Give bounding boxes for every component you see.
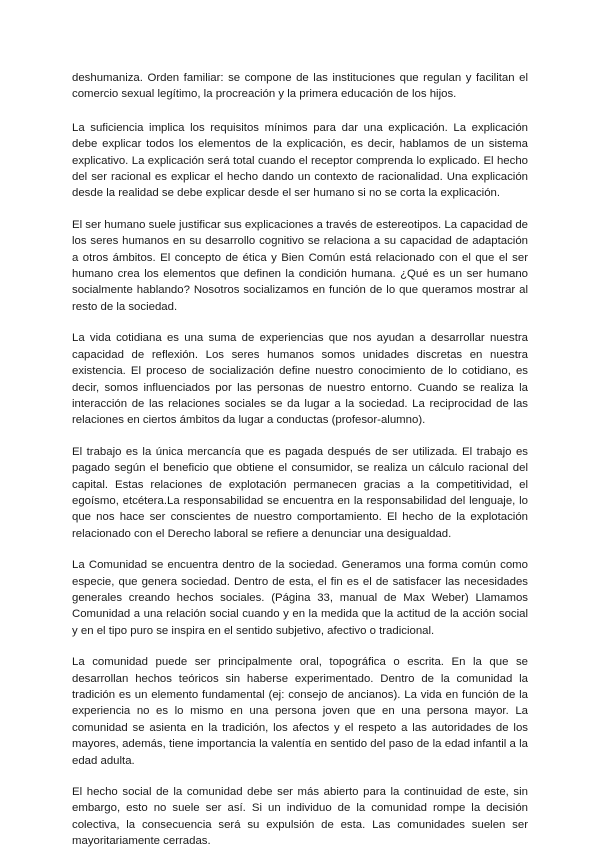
paragraph-comunidad-oral: La comunidad puede ser principalmente oral, topográfica o escrita. En la que se desarrollan hechos teóricos sin haberse experimentado. Dentro de la comunidad la tradición es un elemento fundamental (ej: consejo de ancianos). La vida en función de la experiencia no es lo mismo en una persona joven que en una persona mayor. La comunidad se asienta en la tradición, los afectos y el respeto a las autoridades de los mayores, además, tiene importancia la valentía en sentido del paso de la edad infantil a la edad adulta.: [72, 656, 528, 767]
paragraph-suficiencia: La suficiencia implica los requisitos mínimos para dar una explicación. La explicación debe explicar todos los elementos de la explicación, es decir, hablamos de un sistema explicativo. La explicación será total cuando el receptor comprenda lo explicado. El hecho del ser racional es explicar el hecho dando un contexto de racionalidad. Una explicación desde la realidad se debe explicar desde el ser humano si no se corta la explicación.: [72, 121, 528, 200]
paragraph-trabajo: El trabajo es la única mercancía que es pagada después de ser utilizada. El trabajo es pagado según el beneficio que obtiene el consumidor, se realiza un cálculo racional del capital. Estas relaciones de explotación permanecen gracias a la competitividad, el egoísmo, etcétera.La responsabilidad se encuentra en la responsabilidad del lenguaje, lo que nos hace ser conscientes de nuestro comportamiento. El hecho de la explotación relacionado con el Derecho laboral se refiere a denunciar una desigualdad.: [72, 445, 528, 540]
paragraph-ser-humano: El ser humano suele justificar sus explicaciones a través de estereotipos. La capacidad de los seres humanos en su desarrollo cognitivo se relaciona a su capacidad de adaptación a otros ámbitos. El concepto de ética y Bien Común está relacionado con el que el ser humano crea los elementos que definen la condición humana. ¿Qué es un ser humano socialmente hablando? Nosotros socializamos en función de lo que queramos mostrar al resto de la sociedad.: [72, 218, 528, 313]
paragraph-orden-familiar: deshumaniza. Orden familiar: se compone de las instituciones que regulan y facilitan el comercio sexual legítimo, la procreación y la primera educación de los hijos.: [72, 72, 528, 101]
paragraph-hecho-social: El hecho social de la comunidad debe ser más abierto para la continuidad de este, sin embargo, esto no suele ser así. Si un individuo de la comunidad rompe la decisión colectiva, la consecuencia será su expulsión de esta. Las comunidades suelen ser mayoritariamente cerradas.: [72, 786, 528, 848]
paragraph-vida-cotidiana: La vida cotidiana es una suma de experiencias que nos ayudan a desarrollar nuestra capacidad de reflexión. Los seres humanos somos unidades discretas en nuestra existencia. El proceso de socialización define nuestro conocimiento de lo cotidiano, es decir, somos influenciados por las personas de nuestro entorno. Cuando se realiza la interacción de las relaciones sociales se da lugar a la sociedad. La reciprocidad de las relaciones en ciertos ámbitos da lugar a conductas (profesor-alumno).: [72, 332, 528, 427]
paragraph-comunidad: La Comunidad se encuentra dentro de la sociedad. Generamos una forma común como especie, que genera sociedad. Dentro de esta, el fin es el de satisfacer las necesidades generales creando hechos sociales. (Página 33, manual de Max Weber) Llamamos Comunidad a una relación social cuando y en la medida que la actitud de la acción social y en el tipo puro se inspira en el sentido subjetivo, afectivo o tradicional.: [72, 559, 528, 637]
